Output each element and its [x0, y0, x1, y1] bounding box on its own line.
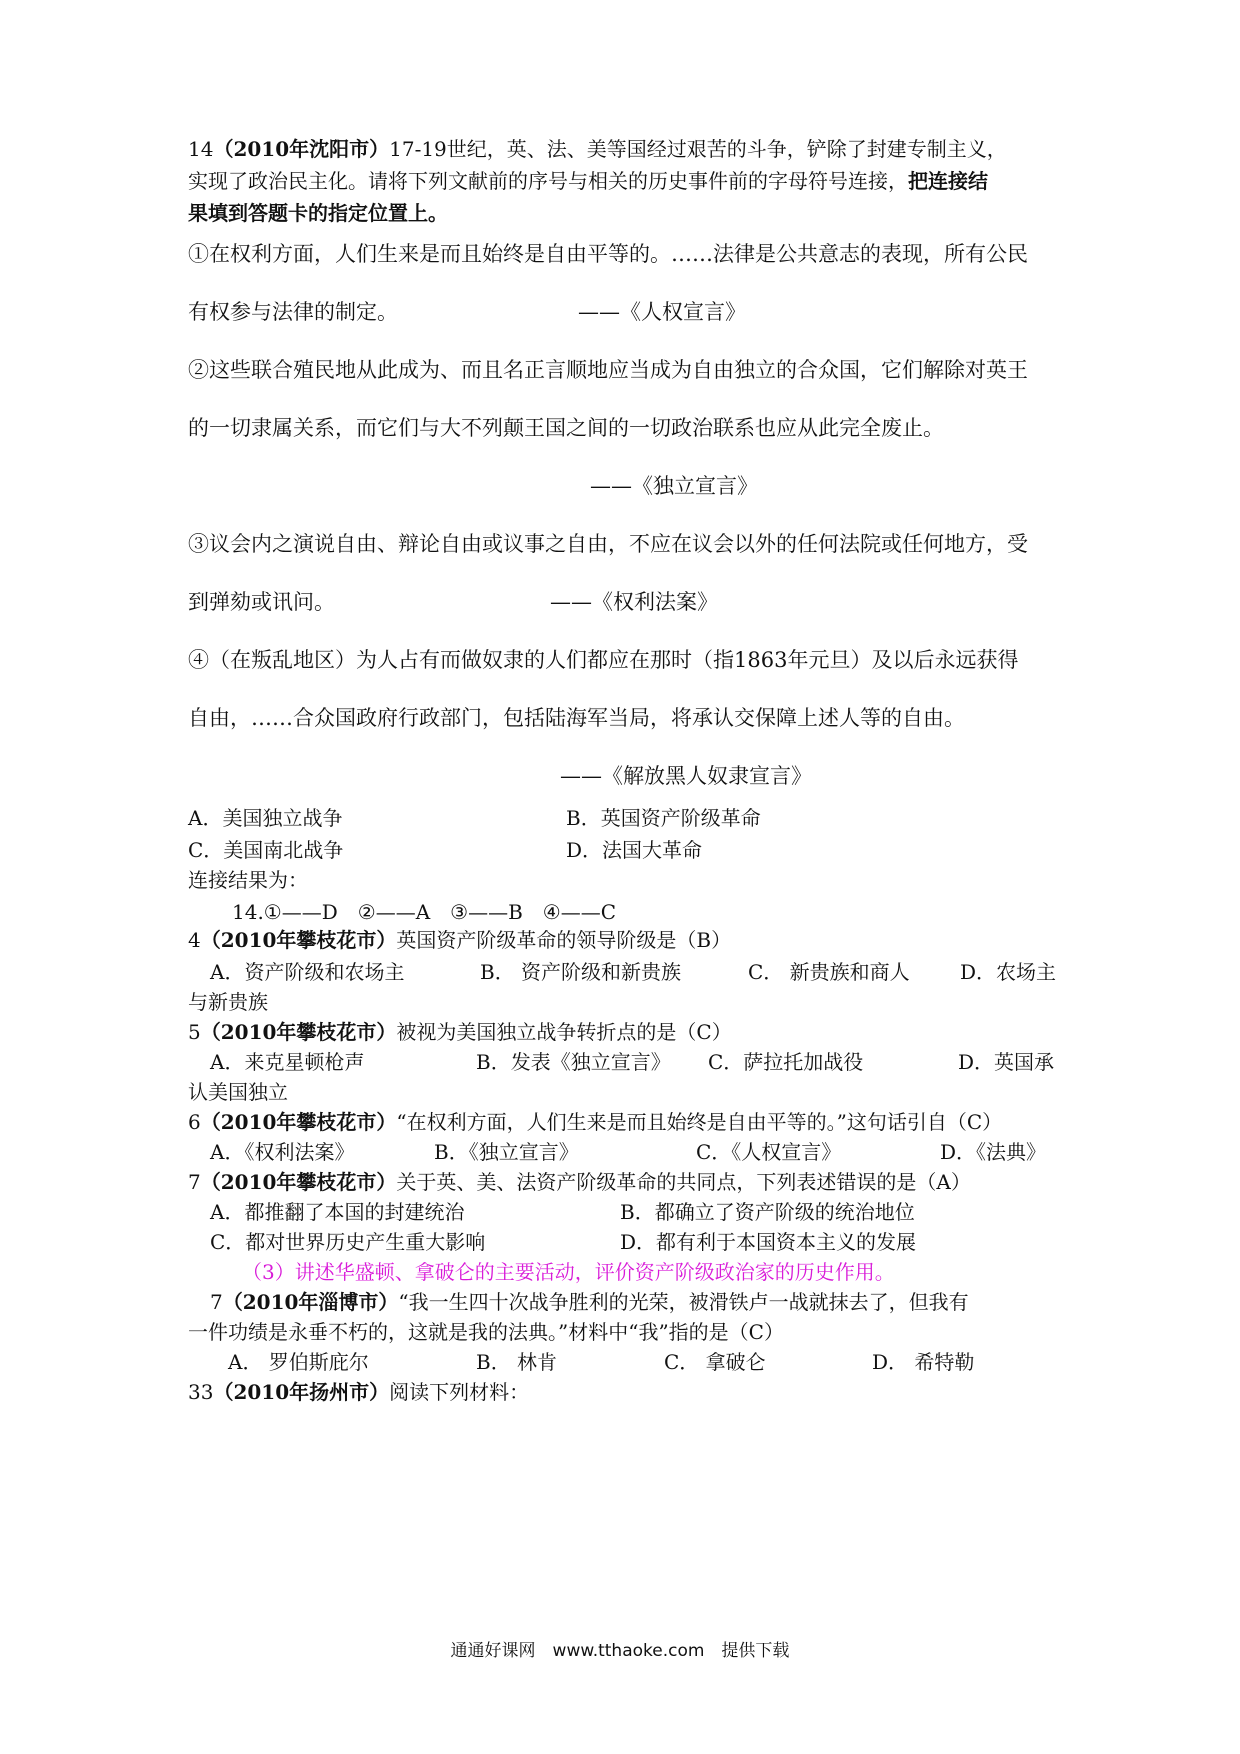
q14-line2	[188, 167, 1068, 195]
q14-doc1-source: ——《人权宣言》	[578, 300, 746, 324]
q14-doc4-line1: ④（在叛乱地区）为人占有而做奴隶的人们都应在那时（指1863年元旦）及以后永远获得	[188, 648, 1019, 672]
q14-doc3-line1: ③议会内之演说自由、辩论自由或议事之自由，不应在议会以外的任何法院或任何地方，受	[188, 532, 1028, 556]
q5-option-a: A．来克星顿枪声	[210, 1050, 365, 1074]
q14-option-d: D．法国大革命	[566, 838, 703, 862]
q5-option-d: D．英国承	[958, 1050, 1055, 1074]
q14-answer: 14.①——D ②——A ③——B ④——C	[232, 900, 617, 924]
q7-option-b: B．都确立了资产阶级的统治地位	[620, 1200, 915, 1224]
q14-stem-part2: 实现了政治民主化。请将下列文献前的序号与相关的历史事件前的字母符号连接，	[188, 169, 908, 193]
q14-stem-part1: 17-19世纪，英、法、美等国经过艰苦的斗争，铲除了封建专制主义，	[389, 137, 1007, 161]
q6-option-c: C．《人权宣言》	[696, 1140, 842, 1164]
page-footer: 通通好课网 www.tthaoke.com 提供下载	[450, 1641, 790, 1661]
q4-option-d-wrap: 与新贵族	[188, 990, 268, 1014]
q14-doc4-source: ——《解放黑人奴隶宣言》	[560, 764, 812, 788]
q7b-option-d: D． 希特勒	[872, 1350, 975, 1374]
q4-option-a: A．资产阶级和农场主	[210, 960, 405, 984]
q14-line1	[188, 135, 1068, 163]
q7-option-a: A．都推翻了本国的封建统治	[210, 1200, 465, 1224]
q5-option-b: B．发表《独立宣言》	[476, 1050, 671, 1074]
q5-source: （2010年攀枝花市）	[200, 1020, 397, 1044]
q7-stem-line	[188, 1168, 971, 1196]
q7-option-d: D．都有利于本国资本主义的发展	[620, 1230, 917, 1254]
q14-stem-bold1: 把连接结	[908, 169, 988, 193]
q7b-option-c: C． 拿破仑	[664, 1350, 766, 1374]
q6-stem: “在权利方面，人们生来是而且始终是自由平等的。”这句话引自（C）	[396, 1110, 1003, 1134]
q6-number: 6	[188, 1110, 201, 1134]
q7b-stem1: “我一生四十次战争胜利的光荣，被滑铁卢一战就抹去了，但我有	[398, 1290, 969, 1314]
q7b-stem-line1	[210, 1288, 969, 1316]
q14-doc2-source: ——《独立宣言》	[590, 474, 758, 498]
q4-option-b: B． 资产阶级和新贵族	[480, 960, 682, 984]
q14-result-label: 连接结果为：	[188, 868, 308, 892]
q7-source: （2010年攀枝花市）	[200, 1170, 397, 1194]
q14-number: 14	[188, 137, 214, 161]
q14-doc2-line1: ②这些联合殖民地从此成为、而且名正言顺地应当成为自由独立的合众国，它们解除对英王	[188, 358, 1028, 382]
q14-doc1-line1: ①在权利方面，人们生来是而且始终是自由平等的。……法律是公共意志的表现，所有公民	[188, 242, 1028, 266]
q7-stem: 关于英、美、法资产阶级革命的共同点，下列表述错误的是（A）	[396, 1170, 971, 1194]
q4-stem: 英国资产阶级革命的领导阶级是（B）	[396, 928, 732, 952]
q5-number: 5	[188, 1020, 201, 1044]
q14-source: （2010年沈阳市）	[213, 137, 390, 161]
q5-option-c: C．萨拉托加战役	[708, 1050, 864, 1074]
q5-stem: 被视为美国独立战争转折点的是（C）	[396, 1020, 732, 1044]
q14-doc4-line2: 自由，……合众国政府行政部门，包括陆海军当局，将承认交保障上述人等的自由。	[188, 706, 965, 730]
q4-option-d: D．农场主	[960, 960, 1057, 984]
q33-stem-line	[188, 1378, 529, 1406]
q33-source: （2010年扬州市）	[213, 1380, 390, 1404]
q7b-option-b: B． 林肯	[476, 1350, 558, 1374]
q7b-stem-line2: 一件功绩是永垂不朽的，这就是我的法典。”材料中“我”指的是（C）	[188, 1320, 784, 1344]
q6-option-b: B．《独立宣言》	[434, 1140, 579, 1164]
q14-option-c: C．美国南北战争	[188, 838, 344, 862]
q6-option-d: D．《法典》	[940, 1140, 1047, 1164]
q4-stem-line	[188, 926, 731, 954]
q4-number: 4	[188, 928, 201, 952]
q14-option-a: A．美国独立战争	[188, 806, 343, 830]
q4-source: （2010年攀枝花市）	[200, 928, 397, 952]
q14-doc3-source: ——《权利法案》	[550, 590, 718, 614]
q7b-source: （2010年淄博市）	[222, 1290, 399, 1314]
q6-option-a: A．《权利法案》	[210, 1140, 355, 1164]
q14-option-b: B．英国资产阶级革命	[566, 806, 761, 830]
q6-stem-line	[188, 1108, 1002, 1136]
section-heading: （3）讲述华盛顿、拿破仑的主要活动，评价资产阶级政治家的历史作用。	[242, 1260, 895, 1284]
q14-line3	[188, 199, 1068, 227]
q6-source: （2010年攀枝花市）	[200, 1110, 397, 1134]
q7b-number: 7	[210, 1290, 223, 1314]
q14-doc2-line2: 的一切隶属关系，而它们与大不列颠王国之间的一切政治联系也应从此完全废止。	[188, 416, 944, 440]
q14-doc3-line2: 到弹劾或讯问。	[188, 590, 335, 614]
q7b-option-a: A． 罗伯斯庇尔	[228, 1350, 369, 1374]
q5-stem-line	[188, 1018, 732, 1046]
q14-doc1-line2: 有权参与法律的制定。	[188, 300, 398, 324]
q7-option-c: C．都对世界历史产生重大影响	[210, 1230, 486, 1254]
q4-option-c: C． 新贵族和商人	[748, 960, 910, 984]
q7-number: 7	[188, 1170, 201, 1194]
q14-stem-bold2: 果填到答题卡的指定位置上。	[188, 201, 448, 225]
q5-option-d-wrap: 认美国独立	[188, 1080, 288, 1104]
q33-stem: 阅读下列材料：	[389, 1380, 530, 1404]
q33-number: 33	[188, 1380, 214, 1404]
